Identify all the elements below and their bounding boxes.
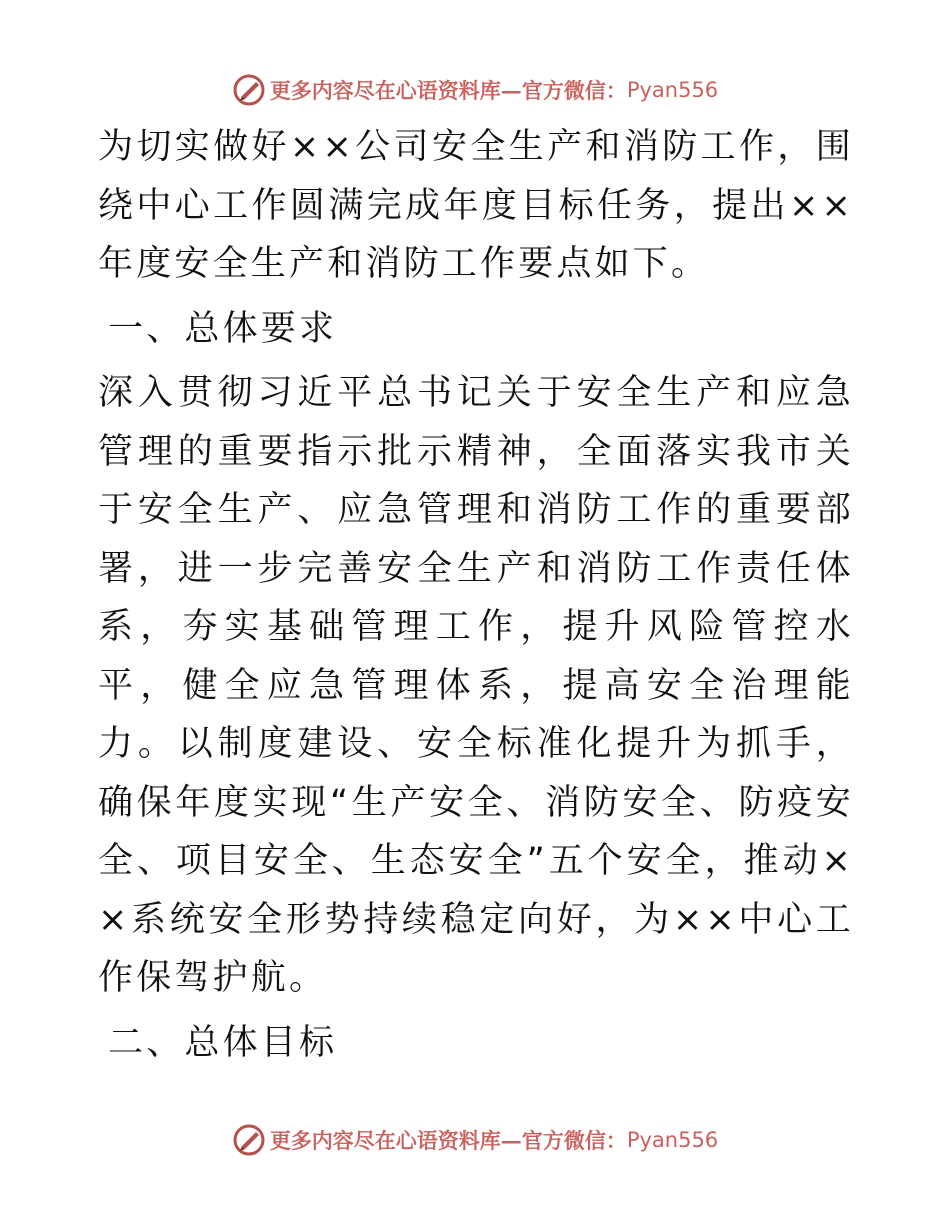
footer-watermark [0,1120,950,1160]
watermark-text: 更多内容尽在心语资料库—官方微信： [269,1128,627,1153]
section-heading-1: 一、总体要求 [108,308,338,349]
brand-logo-icon [232,1123,266,1157]
intro-paragraph: 为切实做好××公司安全生产和消防工作，围绕中心工作圆满完成年度目标任务，提出××年度安全生产和消防工作要点如下。 [98,127,854,284]
header-watermark [0,70,950,110]
document-body [98,118,854,1072]
section-1-paragraph: 深入贯彻习近平总书记关于安全生产和应急管理的重要指示批示精神，全面落实我市关于安全生产、应急管理和消防工作的重要部署，进一步完善安全生产和消防工作责任体系，夯实基础管理工作，提升风险管控水平，健全应急管理体系，提高安全治理能力。以制度建设、安全标准化提升为抓手，确保年度实现“生产安全、消防安全、防疫安全、项目安全、生态安全”五个安全，推动××系统安全形势持续稳定向好，为××中心工作保驾护航。 [98,373,854,998]
brand-logo-icon [232,73,266,107]
watermark-contact: Pyan556 [626,78,719,102]
watermark-text: 更多内容尽在心语资料库—官方微信： [269,78,627,103]
section-heading-2: 二、总体目标 [108,1022,338,1063]
watermark-contact: Pyan556 [626,1128,719,1152]
